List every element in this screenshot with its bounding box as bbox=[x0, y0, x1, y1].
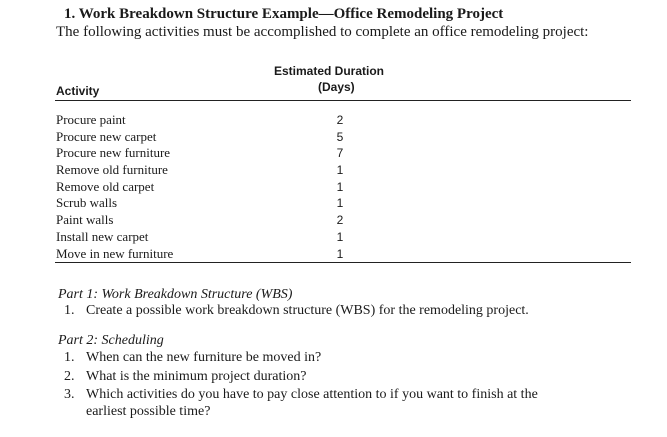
part2-item-continuation: earliest possible time? bbox=[86, 404, 211, 419]
part2-item bbox=[64, 387, 538, 403]
part1-heading: Part 1: Work Breakdown Structure (WBS) bbox=[58, 287, 293, 302]
item-number: 1. bbox=[64, 350, 75, 365]
part1-item bbox=[64, 303, 529, 319]
activity-cell: Paint walls bbox=[56, 212, 114, 228]
duration-cell: 1 bbox=[336, 196, 344, 211]
table-row bbox=[56, 162, 396, 179]
table-bottom-rule bbox=[55, 262, 631, 263]
item-number: 1. bbox=[64, 303, 75, 318]
duration-cell: 5 bbox=[336, 129, 344, 144]
item-text: When can the new furniture be moved in? bbox=[86, 350, 322, 365]
duration-cell: 1 bbox=[336, 229, 344, 244]
activity-cell: Install new carpet bbox=[56, 228, 149, 244]
duration-cell: 7 bbox=[336, 146, 344, 161]
header-rule bbox=[55, 100, 631, 101]
table-row bbox=[56, 179, 396, 196]
table-row bbox=[56, 246, 396, 263]
table-row bbox=[56, 129, 396, 146]
part2-item bbox=[64, 369, 306, 385]
item-text: Which activities do you have to pay close attention to if you want to finish at the bbox=[86, 387, 538, 402]
duration-cell: 2 bbox=[336, 213, 344, 228]
activity-cell: Procure new carpet bbox=[56, 128, 157, 144]
col-header-activity: Activity bbox=[56, 84, 100, 98]
table-row bbox=[56, 145, 396, 162]
part2-item bbox=[64, 350, 321, 366]
intro-text: The following activities must be accomplished to complete an office remodeling project: bbox=[56, 24, 589, 40]
col-header-days: (Days) bbox=[318, 80, 355, 94]
item-number: 3. bbox=[64, 387, 75, 402]
table-row bbox=[56, 195, 396, 212]
item-number: 2. bbox=[64, 369, 75, 384]
activity-cell: Procure new furniture bbox=[56, 145, 171, 161]
table-row bbox=[56, 212, 396, 229]
col-header-duration: Estimated Duration bbox=[274, 64, 385, 78]
item-text: Create a possible work breakdown structure (WBS) for the remodeling project. bbox=[86, 303, 529, 318]
duration-cell: 2 bbox=[336, 113, 344, 127]
table-row bbox=[56, 229, 396, 246]
activity-cell: Remove old carpet bbox=[56, 178, 155, 194]
part2-heading: Part 2: Scheduling bbox=[58, 333, 164, 348]
page-title: 1. Work Breakdown Structure Example—Office Remodeling Project bbox=[64, 6, 504, 22]
duration-cell: 1 bbox=[336, 179, 344, 194]
activity-table bbox=[56, 112, 396, 262]
duration-cell: 1 bbox=[336, 163, 344, 178]
activity-cell: Procure paint bbox=[56, 112, 126, 127]
activity-cell: Remove old furniture bbox=[56, 162, 168, 178]
activity-cell: Scrub walls bbox=[56, 195, 118, 211]
activity-cell: Move in new furniture bbox=[56, 245, 174, 261]
item-text: What is the minimum project duration? bbox=[86, 369, 307, 384]
table-row bbox=[56, 112, 396, 129]
duration-cell: 1 bbox=[336, 246, 344, 261]
